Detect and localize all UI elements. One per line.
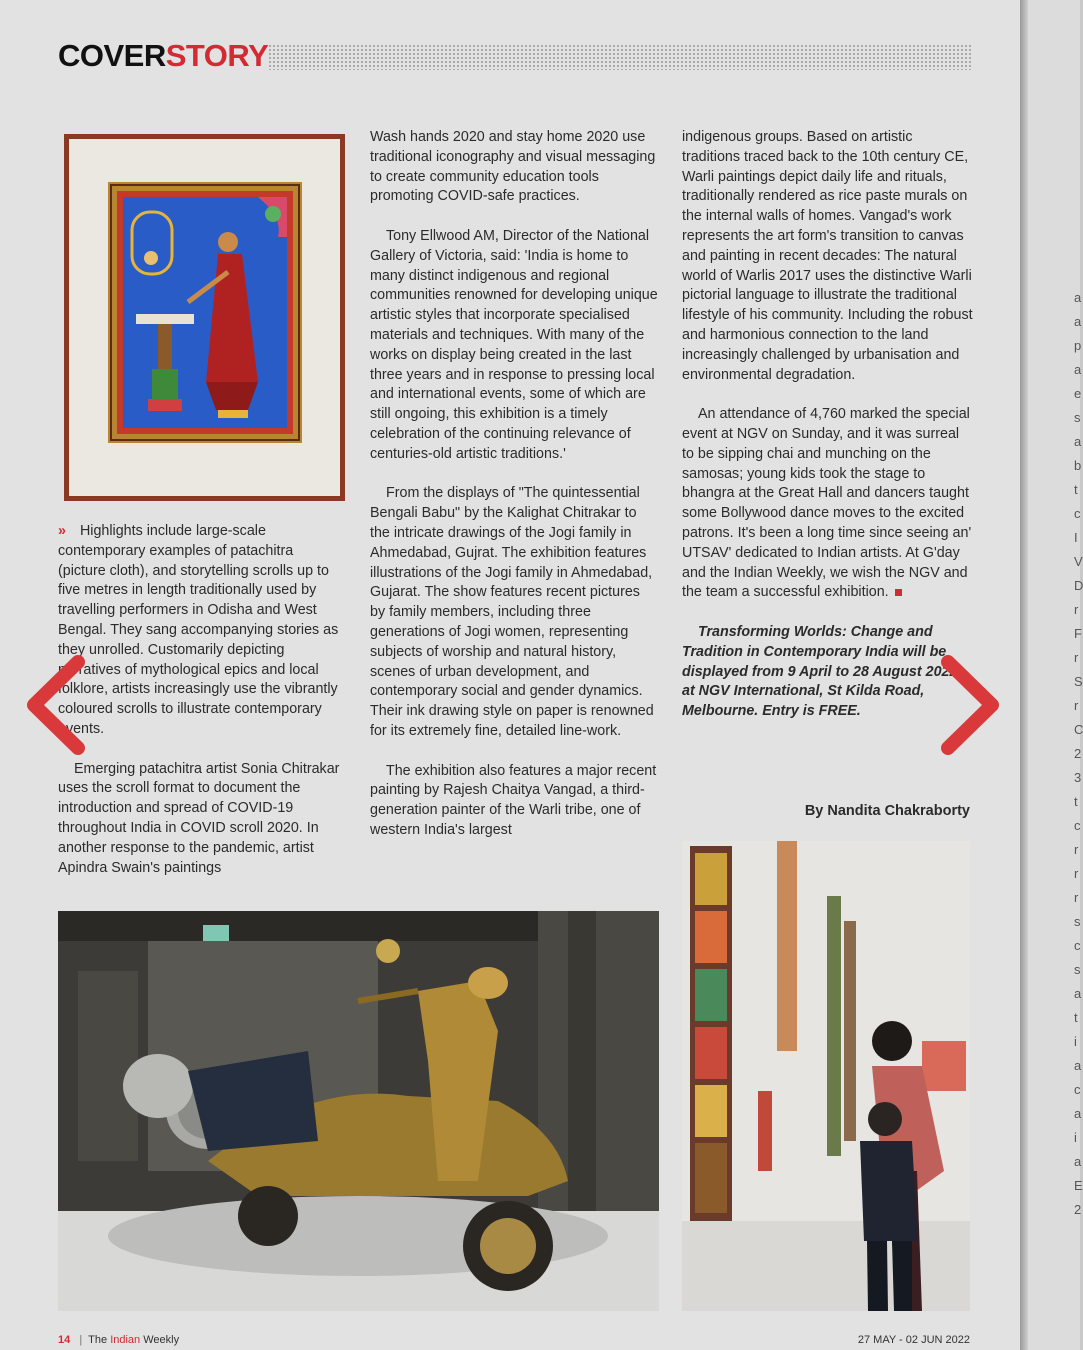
next-page-edge-letter: I [1074, 530, 1078, 545]
col3-paragraph-2: An attendance of 4,760 marked the special event at NGV on Sunday, and it was surreal to be sipping chai and munching on the samosas; young kids took the stage to bhangra at the Great Hall and dancers taught some Bollywood dance moves to the excited patrons. It's been a long time since seeing an' UTSAV' dedicated to Indian artists. At G'day and the Indian Weekly, we wish the NGV and the team a successful exhibition. [682, 406, 972, 601]
next-page-edge-letter: r [1074, 698, 1079, 713]
gallery-visitors-photo [682, 841, 970, 1311]
next-page-edge-letter: i [1074, 1034, 1077, 1049]
patachitra-painting [108, 182, 302, 443]
header-word-story: STORY [165, 38, 269, 73]
next-page-edge-letter: S [1074, 674, 1083, 689]
next-page-edge-letter: 2 [1074, 746, 1082, 761]
next-page-edge [1028, 0, 1083, 1350]
next-page-edge-letter: c [1074, 818, 1081, 833]
next-page-edge-letter: V [1074, 554, 1083, 569]
highlight-marker-icon: » [58, 523, 66, 539]
section-header [58, 38, 268, 74]
next-page-edge-letter: t [1074, 1010, 1078, 1025]
next-page-edge-letter: e [1074, 386, 1082, 401]
col2-paragraph-4: The exhibition also features a major recent painting by Rajesh Chaitya Vangad, a third-generation painter of the Warli tribe, one of western India's largest [370, 762, 657, 838]
exhibition-details: Transforming Worlds: Change and Tradition in Contemporary India will be displayed from 9 April to 28 August 2022 at NGV International, St Kilda Road, Melbourne. Entry is FREE. [682, 623, 958, 720]
col2-paragraph-3: From the displays of "The quintessential Bengali Babu" by the Kalighat Chitrakar to the intricate drawings of the Jogi family in Ahmedabad, Gujrat. The exhibition features illustrations of the Jogi family in Ahmedabad, Gujarat. The show features recent pictures by family members, including three generations of Jogi women, representing subjects of worship and natural history, scenes of urban development, and contemporary social and gender dynamics. Their ink drawing style on paper is renowned for its extremely fine, detailed line-work. [370, 485, 654, 739]
next-page-edge-letter: r [1074, 866, 1079, 881]
next-page-arrow-icon[interactable] [940, 654, 1006, 756]
next-page-edge-letter: a [1074, 1154, 1082, 1169]
next-page-edge-letter: E [1074, 1178, 1083, 1193]
next-page-edge-letter: r [1074, 602, 1079, 617]
next-page-edge-letter: a [1074, 986, 1082, 1001]
previous-page-arrow-icon[interactable] [20, 654, 86, 756]
col3-paragraph-1: indigenous groups. Based on artistic traditions traced back to the 10th century CE, Warli paintings depict daily life and rituals, traditionally rendered as rice paste murals on the internal walls of homes. Vangad's work represents the art form's transition to canvas and painting in recent decades: The natural world of Warlis 2017 uses the distinctive Warli pictorial language to illustrate the traditional lifestyle of his community. Including the robust and harmonious connection to the land increasingly challenged by urbanisation and environmental degradation. [682, 129, 973, 383]
header-word-cover: COVER [58, 38, 166, 73]
next-page-edge-letter: r [1074, 842, 1079, 857]
end-mark-icon [895, 589, 902, 596]
col2-paragraph-1: Wash hands 2020 and stay home 2020 use traditional iconography and visual messaging to create community education tools promoting COVID-safe practices. [370, 129, 656, 205]
column-2 [370, 128, 658, 860]
next-page-edge-letter: a [1074, 362, 1082, 377]
next-page-edge-letter: a [1074, 434, 1082, 449]
next-page-edge-letter: t [1074, 482, 1078, 497]
brass-scooter-photo [58, 911, 659, 1311]
col1-paragraph-1: Highlights include large-scale contemporary examples of patachitra (picture cloth), and storytelling scrolls up to five metres in length traditionally used by travelling performers in Odisha and West Bengal. They sang accompanying stories as they unrolled. Customarily depicting narratives of mythological epics and local folklore, artists increasingly use the vibrantly coloured scrolls to illustrate contemporary events. [58, 523, 339, 737]
next-page-edge-letter: 3 [1074, 770, 1082, 785]
next-page-edge-letter: c [1074, 938, 1081, 953]
header-dotted-rule [268, 44, 972, 70]
next-page-edge-letter: D [1074, 578, 1083, 593]
next-page-edge-letter: r [1074, 890, 1079, 905]
next-page-edge-letter: r [1074, 650, 1079, 665]
next-page-edge-letter: C [1074, 722, 1083, 737]
next-page-edge-letter: s [1074, 410, 1081, 425]
issue-date: 27 MAY - 02 JUN 2022 [857, 1334, 970, 1346]
next-page-edge-letter: c [1074, 506, 1081, 521]
pub-name-part-2: Indian [110, 1334, 141, 1346]
next-page-edge-letter: b [1074, 458, 1082, 473]
column-1 [58, 522, 344, 898]
next-page-edge-letter: t [1074, 794, 1078, 809]
next-page-edge-letter: a [1074, 1058, 1082, 1073]
next-page-edge-letter: 2 [1074, 1202, 1082, 1217]
next-page-edge-letter: F [1074, 626, 1082, 641]
next-page-edge-letter: a [1074, 290, 1082, 305]
next-page-edge-letter: s [1074, 914, 1081, 929]
publication-name [88, 1334, 179, 1346]
pub-name-part-1: The [88, 1334, 111, 1346]
col1-paragraph-2: Emerging patachitra artist Sonia Chitrakar uses the scroll format to document the introduction and spread of COVID-19 throughout India in COVID scroll 2020. In another response to the pandemic, artist Apindra Swain's paintings [58, 760, 340, 876]
byline: By Nandita Chakraborty [804, 803, 970, 819]
pub-name-part-3: Weekly [140, 1334, 180, 1346]
next-page-edge-letter: p [1074, 338, 1082, 353]
next-page-edge-letter: c [1074, 1082, 1081, 1097]
next-page-edge-letter: a [1074, 1106, 1082, 1121]
next-page-edge-letter: a [1074, 314, 1082, 329]
column-3 [682, 128, 974, 742]
next-page-edge-letter: s [1074, 962, 1081, 977]
page-spine [1020, 0, 1028, 1350]
next-page-edge-letter: i [1074, 1130, 1077, 1145]
page-number: 14 [58, 1334, 71, 1346]
footer-left: 14 | The Indian Weekly [58, 1334, 180, 1346]
col2-paragraph-2: Tony Ellwood AM, Director of the National Gallery of Victoria, said: 'India is home to many distinct indigenous and regional communities renowned for developing unique artistic styles that incorporate specialised materials and techniques. With many of the works on display being created in the last three years and in response to pressing local and international events, some of which are still ongoing, this exhibition is a timely celebration of the continuing relevance of centuries-old artistic traditions.' [370, 227, 658, 462]
